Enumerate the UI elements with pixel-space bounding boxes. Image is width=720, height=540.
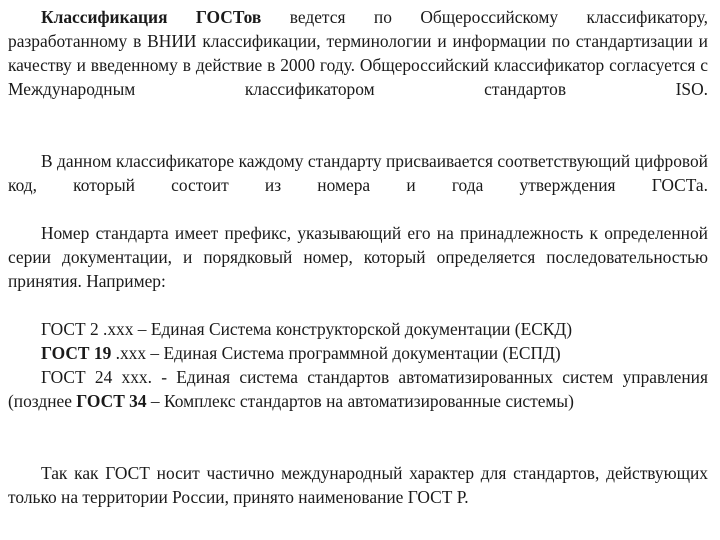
example-espd-text: .ххх – Единая Система программной документации (ЕСПД) [111, 343, 561, 363]
example-asu-text-a: ГОСТ 24 ххх. - Единая система стандартов автоматизированных систем управления (позднее [8, 367, 708, 411]
paragraph-prefix [8, 221, 708, 293]
paragraph-classification-text: ведется по Общероссийскому классификатору, разработанному в ВНИИ классификации, терминологии и информации по стандартизации и качеству и введенному в действие в 2000 году. Общероссийский классификатор согласуется с Международным классификатором стандартов ISO. [8, 7, 708, 99]
example-eskd: ГОСТ 2 .ххх – Единая Система конструкторской документации (ЕСКД) [41, 319, 573, 339]
paragraph-gost-r-text: Так как ГОСТ носит частично международный характер для стандартов, действующих только на территории России, принято наименование ГОСТ Р. [8, 463, 708, 507]
example-asu-text-b: – Комплекс стандартов на автоматизированные системы) [146, 391, 574, 411]
paragraph-code [8, 149, 708, 197]
example-asu [8, 365, 708, 413]
example-espd-bold: ГОСТ 19 [41, 343, 112, 363]
example-asu-bold: ГОСТ 34 [76, 391, 147, 411]
paragraph-code-text: В данном классификаторе каждому стандарту присваивается соответствующий цифровой код, который состоит из номера и года утверждения ГОСТа. [8, 151, 708, 195]
paragraph-gost-r [8, 461, 708, 509]
paragraph-classification [8, 5, 708, 101]
example-espd [41, 341, 720, 365]
bold-lead-term: Классификация ГОСТов [41, 7, 262, 27]
paragraph-prefix-text: Номер стандарта имеет префикс, указывающий его на принадлежность к определенной серии документации, и порядковый номер, который определяется последовательностью принятия. Например: [8, 223, 708, 291]
